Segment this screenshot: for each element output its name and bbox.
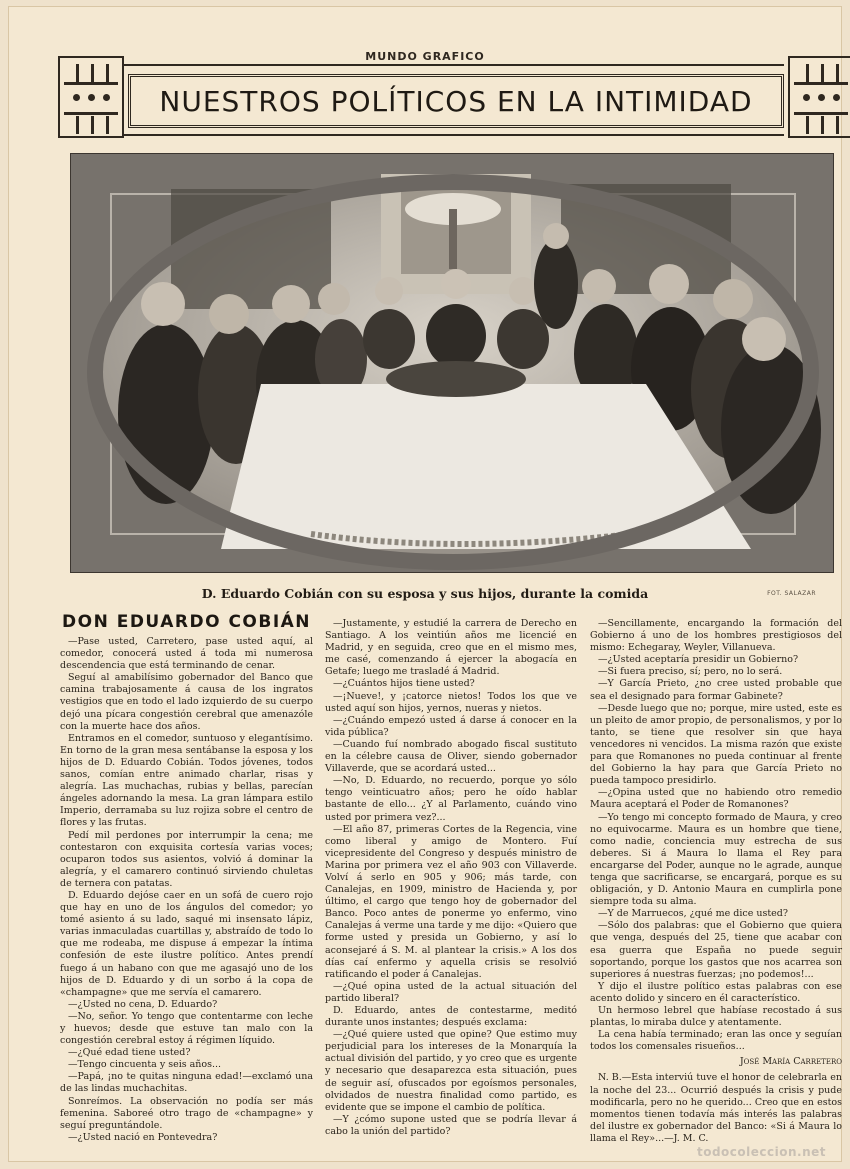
- photo-caption: D. Eduardo Cobián con su esposa y sus hijos, durante la comida: [201, 586, 649, 601]
- paragraph: —¿Qué quiere usted que opine? Que estimo muy perjudicial para los intereses de la Monarquía la actual división del partido, y yo creo que es urgente y necesario que desaparezca esta situación, pues de seguir así, ofuscados por egoísmos personales, olvidados de nuestra finalidad como partido, es evidente que se impone el cambio de política.: [325, 1029, 577, 1113]
- paragraph: —Papá, ¡no te quitas ninguna edad!—exclamó una de las lindas muchachitas.: [60, 1071, 313, 1095]
- title-box: [128, 74, 784, 128]
- paragraph: Un hermoso lebrel que habíase recostado á sus plantas, lo miraba dulce y atentamente.: [590, 1005, 842, 1029]
- paragraph: —El año 87, primeras Cortes de la Regencia, vine como liberal y amigo de Montero. Fuí vicepresidente del Congreso y después ministro de Marina por primera vez el año 903 con Villaverde. Volví á serlo en 905 y 906; más tarde, con Canalejas, en 1909, ministro de Hacienda y, por último, el cargo que tengo hoy de gobernador del Banco. Poco antes de ponerme yo enfermo, vino Canalejas á verme una tarde y me dijo: «Quiero que forme usted y presida un Gobierno, y así lo aconsejaré á S. M. al plantear la crisis.» A los dos días caí enfermo y aquella crisis se resolvió ratificando el poder á Canalejas.: [325, 823, 577, 980]
- photo-credit: FOT. SALAZAR: [767, 590, 816, 597]
- author-signature: José María Carretero: [739, 1056, 842, 1068]
- article-heading: DON EDUARDO COBIÁN: [62, 612, 312, 632]
- paragraph: —¿Cuándo empezó usted á darse á conocer en la vida pública?: [325, 714, 577, 738]
- paragraph: —¿Qué opina usted de la actual situación del partido liberal?: [325, 980, 577, 1004]
- paragraph: —¿Usted no cena, D. Eduardo?: [68, 998, 218, 1010]
- paragraph: Seguí al amabilísimo gobernador del Banco que camina trabajosamente á causa de los ingratos vestigios que en todo el lado izquierdo de su cuerpo dejó una pícara congestión cerebral que amenazóle con la muerte hace dos años.: [60, 672, 313, 732]
- paragraph: —Justamente, y estudié la carrera de Derecho en Santiago. A los veintiún años me licencié en Madrid, y en seguida, creo que en el mismo mes, me casé, comenzando á ejercer la abogacía en Getafe; luego me trasladé á Madrid.: [325, 618, 577, 678]
- paragraph: D. Eduardo, antes de contestarme, meditó durante unos instantes; después exclama:: [325, 1005, 577, 1029]
- paragraph: —Y García Prieto, ¿no cree usted probable que sea el designado para formar Gabinete?: [590, 678, 842, 702]
- paragraph: —No, señor. Yo tengo que contentarme con leche y huevos; desde que estuve tan malo con la congestión cerebral estoy á régimen líquido.: [60, 1010, 313, 1047]
- paragraph: Sonreímos. La observación no podía ser más femenina. Saboreé otro trago de «champagne» y seguí preguntándole.: [60, 1095, 313, 1131]
- paragraph: —¿Usted aceptaría presidir un Gobierno?: [598, 654, 799, 666]
- paragraph: —¿Qué edad tiene usted?: [68, 1047, 191, 1059]
- page-title: NUESTROS POLÍTICOS EN LA INTIMIDAD: [159, 84, 753, 118]
- paragraph: —Yo tengo mi concepto formado de Maura, y creo no equivocarme. Maura es un hombre que tiene, como nadie, conciencia muy estrecha de sus deberes. Si á Maura lo llama el Rey para encargarse del Poder, aunque no le agrade, aunque tenga que sacrificarse, se encargará, porque es su obligación, y D. Antonio Maura en cumplirla pone siempre toda su alma.: [590, 811, 842, 908]
- paragraph: Entramos en el comedor, suntuoso y elegantísimo. En torno de la gran mesa sentábanse la esposa y los hijos de D. Eduardo Cobián. Todos jóvenes, todos sanos, comían entre animado charlar, risas y alegría. Las muchachas, rubias y bellas, parecían ángeles adornando la mesa. La gran lámpara estilo Imperio, derramaba su luz rojiza sobre el centro de flores y las frutas.: [60, 732, 313, 829]
- magazine-name: MUNDO GRAFICO: [365, 50, 485, 63]
- paragraph: —¿Usted nació en Pontevedra?: [68, 1131, 218, 1143]
- paragraph: —Desde luego que no; porque, mire usted, este es un pleito de amor propio, de personalismos, y por lo tanto, se tiene que resolver sin que haya vencedores ni vencidos. La misma razón que existe para que Romanones no pueda continuar al frente del Gobierno la hay para que García Prieto no pueda tampoco presidirlo.: [590, 702, 842, 787]
- paragraph: —Sólo dos palabras: que el Gobierno que quiera que venga, después del 25, tiene que acabar con esa guerra que España no puede seguir soportando, porque los gastos que nos acarrea son superiores á nuestras fuerzas; ¡no podemos!...: [590, 920, 842, 980]
- paragraph: —Cuando fuí nombrado abogado fiscal sustituto en la célebre causa de Oliver, siendo gobernador Villaverde, que se acordará usted...: [325, 738, 577, 775]
- paragraph: —Tengo cincuenta y seis años...: [68, 1059, 222, 1071]
- paragraph: —Y de Marruecos, ¿qué me dice usted?: [598, 908, 788, 920]
- watermark: todocoleccion.net: [696, 1145, 826, 1159]
- paragraph: —¿Opina usted que no habiendo otro remedio Maura aceptará el Poder de Romanones?: [590, 787, 842, 811]
- paragraph: D. Eduardo dejóse caer en un sofá de cuero rojo que hay en uno de los ángulos del comedor; yo tomé asiento á su lado, saqué mi insensato lápiz, varias inmaculadas cuartillas y, abstraído de todo lo que me rodeaba, me dispuse á empezar la íntima confesión de este ilustre político. Antes prendí fuego á un habano con que me agasajó uno de los hijos de D. Eduardo y di un sorbo á la copa de «champagne» que me servía el camarero.: [60, 889, 313, 998]
- article-column-3: [590, 618, 842, 1145]
- editor-note: N. B.—Esta interviú tuve el honor de celebrarla en la noche del 23... Ocurrió después la crisis y pude modificarla, pero no he querido... Creo que en estos momentos tienen todavía más interés las palabras del ilustre ex gobernador del Banco: «Si á Maura lo llama el Rey»...—J. M. C.: [590, 1072, 842, 1144]
- paragraph: —Y ¿cómo supone usted que se podría llevar á cabo la unión del partido?: [325, 1113, 577, 1137]
- paragraph: Y dijo el ilustre político estas palabras con ese acento dolido y sincero en él característico.: [590, 980, 842, 1004]
- header-rule-top: [124, 64, 784, 66]
- paragraph: —No, D. Eduardo, no recuerdo, porque yo sólo tengo veinticuatro años; pero he oído hablar bastante de ello... ¿Y al Parlamento, cuándo vino usted por primera vez?...: [325, 775, 577, 823]
- paragraph: Pedí mil perdones por interrumpir la cena; me contestaron con exquisita cortesía varias voces; ocuparon todos sus asientos, volvió á dominar la alegría, y el camarero continuó sirviendo chuletas de ternera con patatas.: [60, 829, 313, 889]
- paragraph: La cena había terminado; eran las once y seguían todos los comensales risueños...: [590, 1029, 842, 1053]
- article-column-2: [325, 618, 577, 1138]
- header-rule-bottom: [124, 134, 784, 136]
- family-dinner-photo: [70, 153, 834, 573]
- paragraph: —¡Nueve!, y ¡catorce nietos! Todos los que ve usted aquí son hijos, yernos, nueras y nietos.: [325, 690, 577, 714]
- paragraph: —Si fuera preciso, sí; pero, no lo será.: [598, 666, 783, 678]
- paragraph: —Sencillamente, encargando la formación del Gobierno á uno de los hombres prestigiosos del mismo: Echegaray, Weyler, Villanueva.: [590, 618, 842, 654]
- left-ornament: [58, 56, 124, 138]
- article-column-1: [60, 636, 313, 1144]
- right-ornament: [788, 56, 850, 138]
- paragraph: —¿Cuántos hijos tiene usted?: [333, 678, 475, 690]
- paragraph: —Pase usted, Carretero, pase usted aquí, al comedor, conocerá usted á toda mi numerosa descendencia que está terminando de cenar.: [60, 636, 313, 672]
